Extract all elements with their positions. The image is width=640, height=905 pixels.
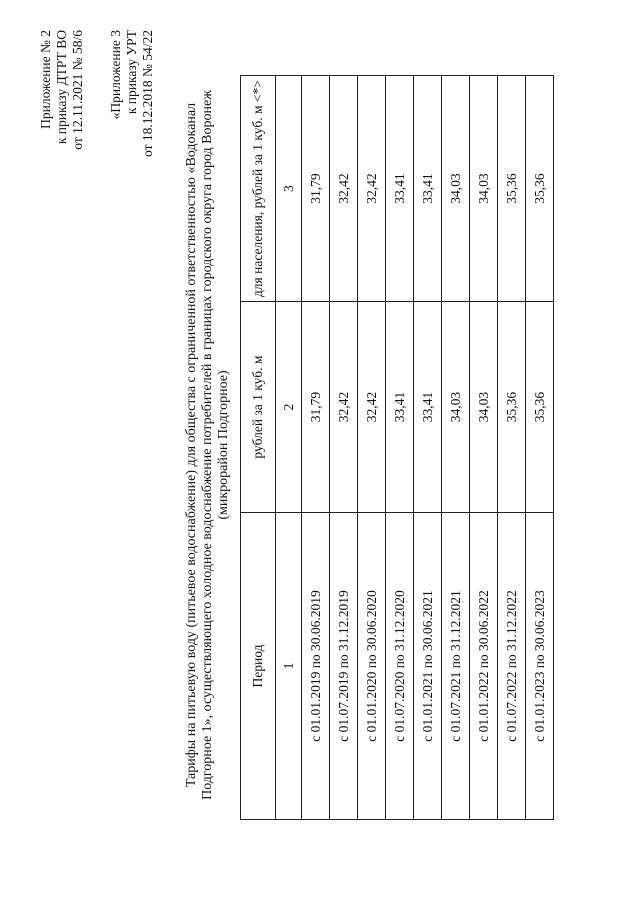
table-row	[442, 76, 470, 820]
appendix-3-reference	[108, 30, 156, 410]
appendix-3-line2: к приказу УРТ	[124, 30, 139, 115]
appendix-3-line3: от 18.12.2018 № 54/22	[140, 30, 155, 157]
header-population-rubles-per-m3: для населения, рублей за 1 куб. м <*>	[241, 76, 276, 302]
table-row	[470, 76, 498, 820]
column-number-row	[276, 76, 302, 820]
period-cell: с 01.01.2022 по 30.06.2022	[470, 512, 498, 819]
header-period: Период	[241, 512, 276, 819]
period-cell: с 01.01.2019 по 30.06.2019	[302, 512, 330, 819]
appendix-3-line1: «Приложение 3	[108, 30, 123, 120]
appendix-2-line1: Приложение № 2	[38, 30, 53, 129]
document-title: Тарифы на питьевую воду (питьевое водоснабжение) для общества с ограниченной ответственностью «Водоканал Подгорное 1», осуществляющего холодное водоснабжение потребителей в границах городского округа город Воронеж (микрорайон Подгорное)	[184, 90, 231, 800]
period-cell: с 01.01.2020 по 30.06.2020	[358, 512, 386, 819]
period-cell: с 01.01.2021 по 30.06.2021	[414, 512, 442, 819]
tariff-cell: 33,41	[386, 302, 414, 513]
column-number: 2	[276, 302, 302, 513]
population-tariff-cell: 35,36	[498, 76, 526, 302]
table-row	[386, 76, 414, 820]
tariff-cell: 34,03	[442, 302, 470, 513]
appendix-2-line2: к приказу ДТРТ ВО	[54, 30, 69, 145]
tariff-cell: 32,42	[358, 302, 386, 513]
population-tariff-cell: 32,42	[358, 76, 386, 302]
population-tariff-cell: 35,36	[526, 76, 554, 302]
tariff-cell: 33,41	[414, 302, 442, 513]
tariff-cell: 31,79	[302, 302, 330, 513]
table-row	[302, 76, 330, 820]
population-tariff-cell: 32,42	[330, 76, 358, 302]
period-cell: с 01.07.2020 по 31.12.2020	[386, 512, 414, 819]
column-number: 3	[276, 76, 302, 302]
table-header-row	[241, 76, 276, 820]
population-tariff-cell: 34,03	[470, 76, 498, 302]
column-number: 1	[276, 512, 302, 819]
table-row	[358, 76, 386, 820]
tariff-table	[240, 75, 554, 820]
tariff-cell: 34,03	[470, 302, 498, 513]
appendix-2-line3: от 12.11.2021 № 58/6	[70, 30, 85, 150]
table-row	[414, 76, 442, 820]
population-tariff-cell: 33,41	[414, 76, 442, 302]
header-rubles-per-m3: рублей за 1 куб. м	[241, 302, 276, 513]
table-row	[498, 76, 526, 820]
period-cell: с 01.07.2022 по 31.12.2022	[498, 512, 526, 819]
appendix-2-reference	[38, 30, 86, 410]
population-tariff-cell: 34,03	[442, 76, 470, 302]
tariff-cell: 32,42	[330, 302, 358, 513]
tariff-cell: 35,36	[498, 302, 526, 513]
tariff-cell: 35,36	[526, 302, 554, 513]
period-cell: с 01.01.2023 по 30.06.2023	[526, 512, 554, 819]
table-row	[330, 76, 358, 820]
period-cell: с 01.07.2021 по 31.12.2021	[442, 512, 470, 819]
population-tariff-cell: 31,79	[302, 76, 330, 302]
population-tariff-cell: 33,41	[386, 76, 414, 302]
table-row	[526, 76, 554, 820]
period-cell: с 01.07.2019 по 31.12.2019	[330, 512, 358, 819]
